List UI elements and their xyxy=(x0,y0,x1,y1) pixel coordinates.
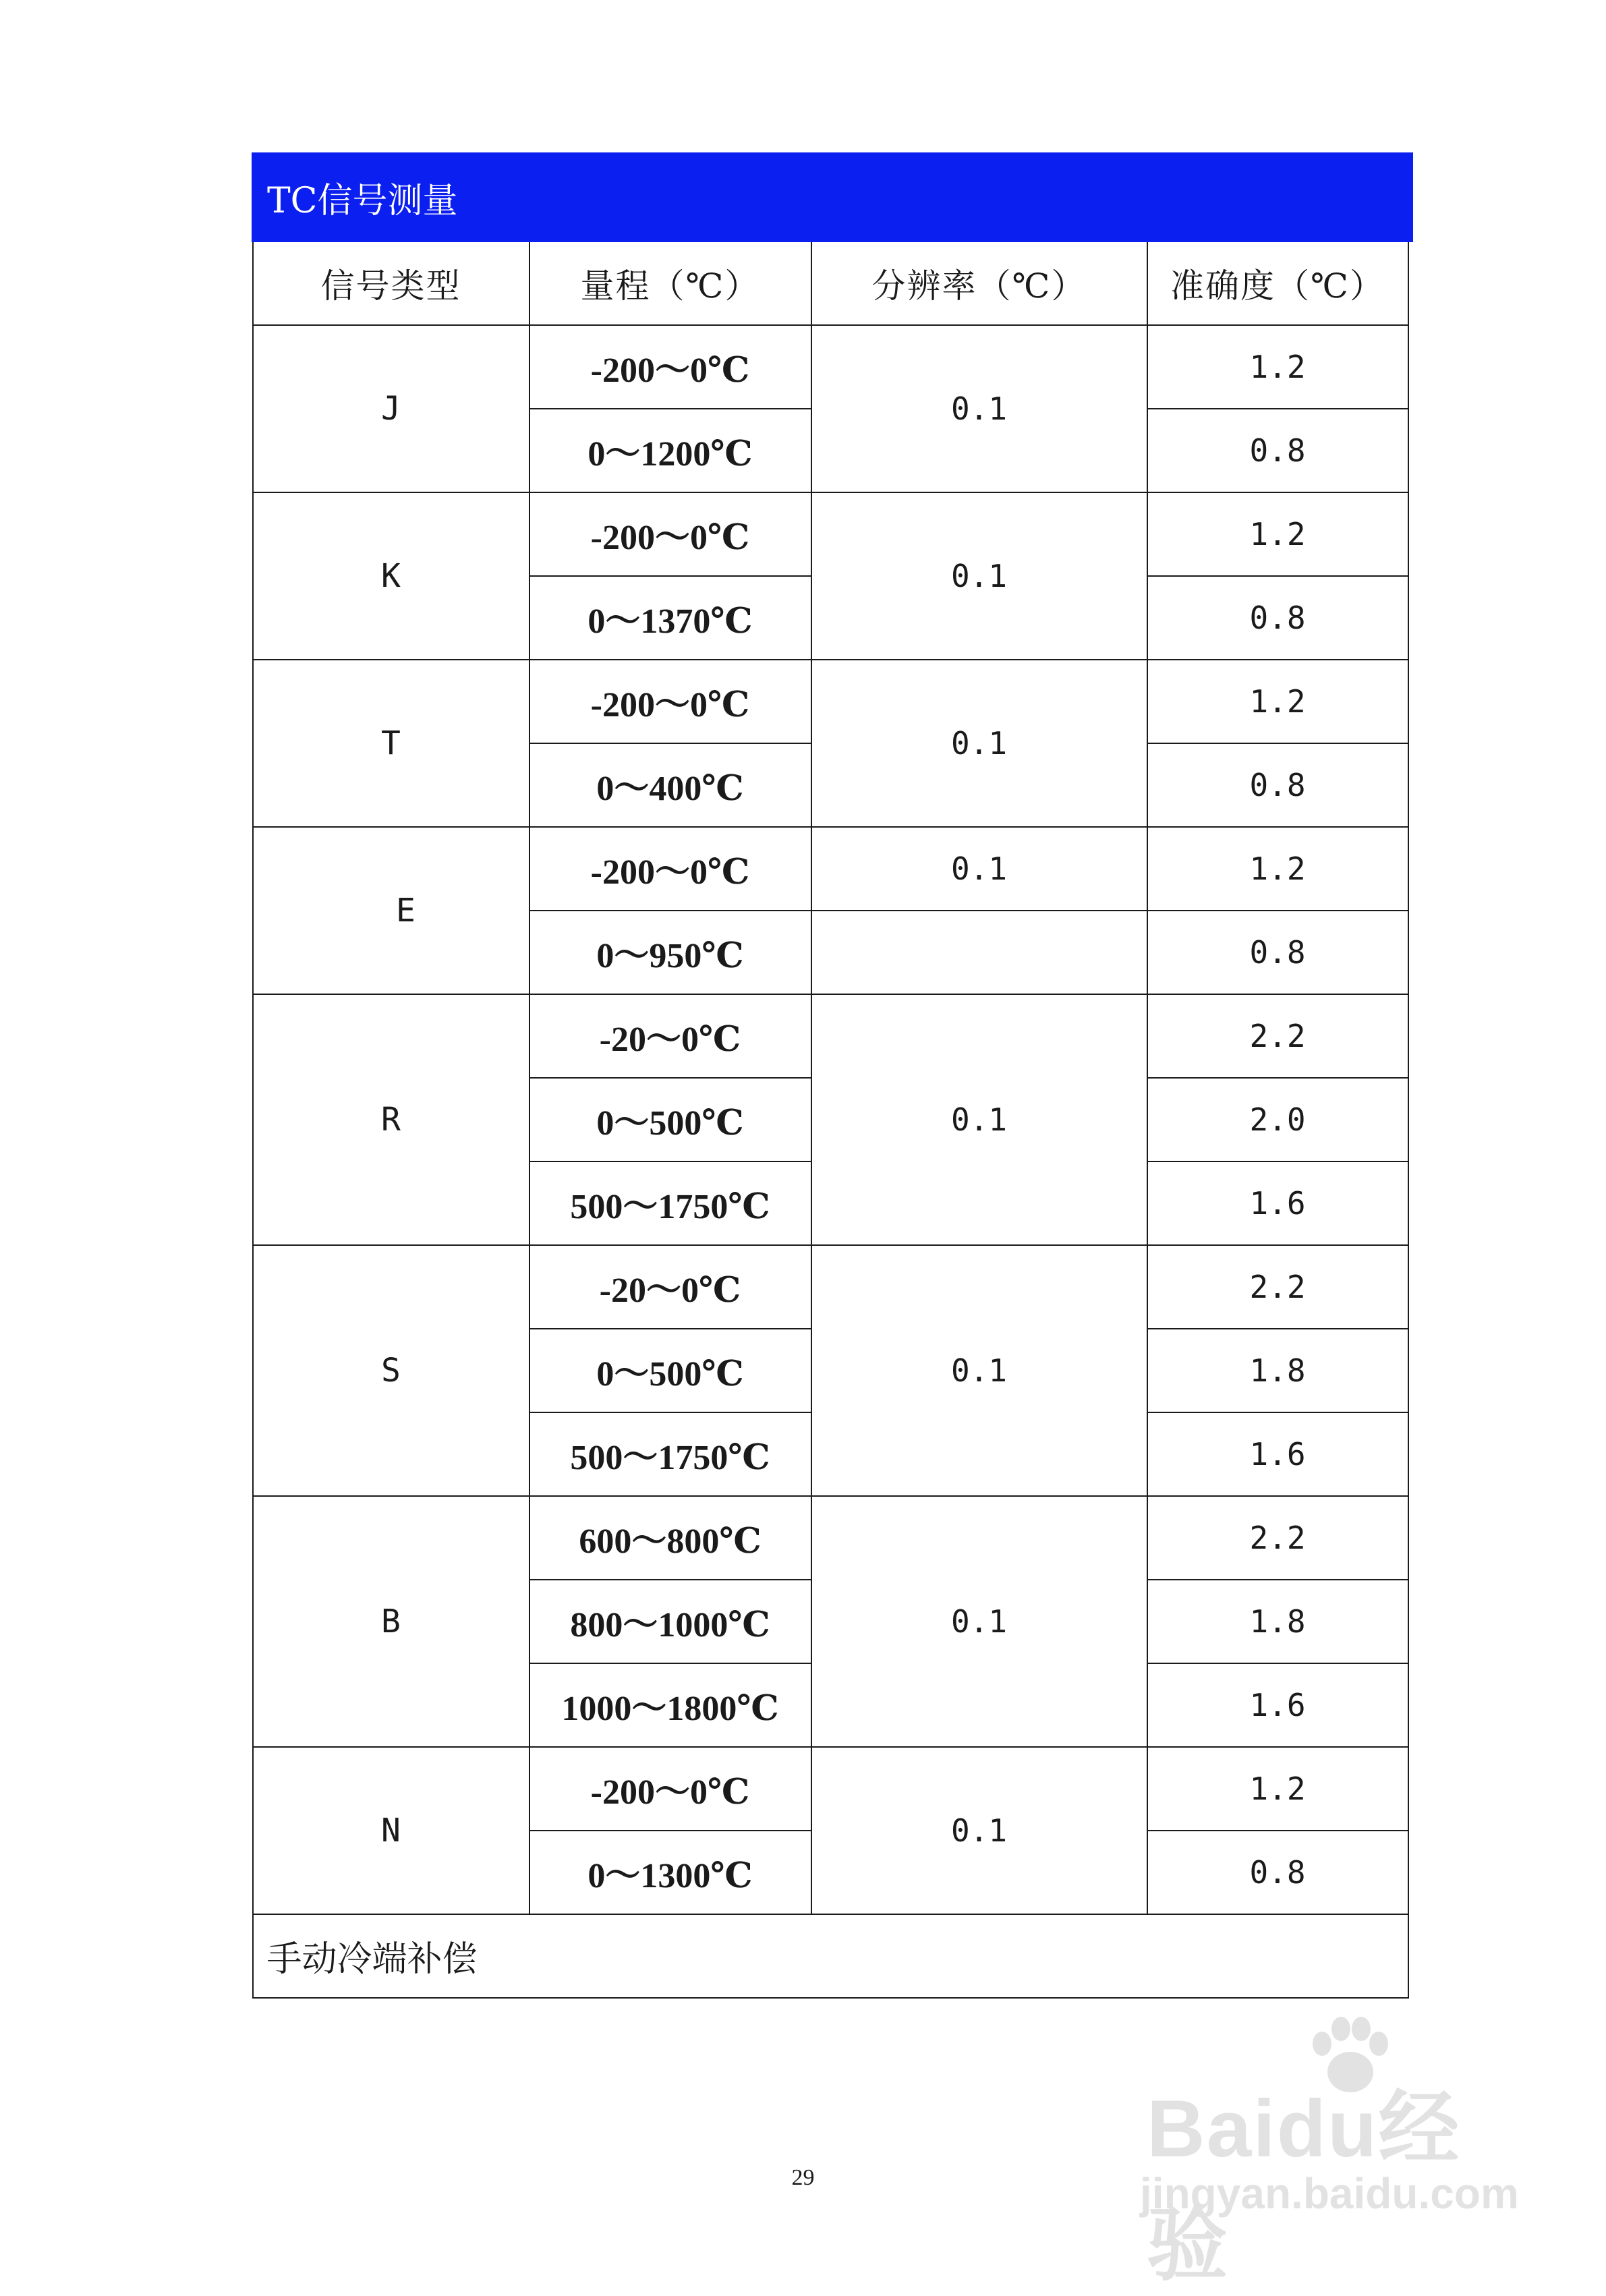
range-cell: -200～0℃ xyxy=(529,492,811,576)
signal-type-cell: E xyxy=(253,827,529,994)
accuracy-cell: 1.2 xyxy=(1147,325,1408,409)
range-cell: 600～800℃ xyxy=(529,1496,811,1580)
header-resolution: 分辨率（℃） xyxy=(811,241,1147,325)
resolution-cell: 0.1 xyxy=(811,994,1147,1245)
table-title: TC信号测量 xyxy=(253,154,1408,241)
resolution-cell: 0.1 xyxy=(811,827,1147,911)
range-cell: 0～1200℃ xyxy=(529,409,811,492)
accuracy-cell: 2.0 xyxy=(1147,1078,1408,1161)
table-row xyxy=(253,1496,1408,1580)
resolution-cell: 0.1 xyxy=(811,1496,1147,1747)
table-header-row xyxy=(253,241,1408,325)
range-cell: -20～0℃ xyxy=(529,994,811,1078)
accuracy-cell: 1.6 xyxy=(1147,1161,1408,1245)
table-row xyxy=(253,492,1408,576)
signal-type-cell: J xyxy=(253,325,529,492)
signal-type-cell: K xyxy=(253,492,529,660)
table-footer: 手动冷端补偿 xyxy=(253,1914,1408,1998)
range-cell: 500～1750℃ xyxy=(529,1161,811,1245)
signal-type-cell: N xyxy=(253,1747,529,1914)
accuracy-cell: 0.8 xyxy=(1147,1831,1408,1914)
table-row xyxy=(253,827,1408,911)
resolution-cell-empty xyxy=(811,911,1147,994)
signal-type-cell: T xyxy=(253,660,529,827)
resolution-cell: 0.1 xyxy=(811,1245,1147,1496)
watermark-url: jingyan.baidu.com xyxy=(1140,2169,1519,2218)
accuracy-cell: 1.6 xyxy=(1147,1663,1408,1747)
accuracy-cell: 1.2 xyxy=(1147,827,1408,911)
table-row xyxy=(253,1245,1408,1329)
page-number: 29 xyxy=(791,2165,815,2190)
range-cell: -20～0℃ xyxy=(529,1245,811,1329)
accuracy-cell: 2.2 xyxy=(1147,1496,1408,1580)
range-cell: 0～1300℃ xyxy=(529,1831,811,1914)
signal-type-cell: R xyxy=(253,994,529,1245)
accuracy-cell: 1.8 xyxy=(1147,1580,1408,1663)
range-cell: 0～500℃ xyxy=(529,1078,811,1161)
header-accuracy: 准确度（℃） xyxy=(1147,241,1408,325)
accuracy-cell: 0.8 xyxy=(1147,409,1408,492)
header-range: 量程（℃） xyxy=(529,241,811,325)
range-cell: -200～0℃ xyxy=(529,660,811,743)
table-row xyxy=(253,994,1408,1078)
accuracy-cell: 0.8 xyxy=(1147,576,1408,660)
resolution-cell: 0.1 xyxy=(811,325,1147,492)
range-cell: 0～1370℃ xyxy=(529,576,811,660)
baidu-watermark xyxy=(1133,2024,1519,2290)
table-row xyxy=(253,660,1408,743)
table-row xyxy=(253,1747,1408,1831)
accuracy-cell: 1.8 xyxy=(1147,1329,1408,1412)
range-cell: 0～500℃ xyxy=(529,1329,811,1412)
accuracy-cell: 0.8 xyxy=(1147,743,1408,827)
range-cell: -200～0℃ xyxy=(529,1747,811,1831)
resolution-cell: 0.1 xyxy=(811,492,1147,660)
table-title-row xyxy=(253,154,1408,241)
accuracy-cell: 1.6 xyxy=(1147,1412,1408,1496)
signal-type-cell: S xyxy=(253,1245,529,1496)
resolution-cell: 0.1 xyxy=(811,1747,1147,1914)
range-cell: 500～1750℃ xyxy=(529,1412,811,1496)
range-cell: 1000～1800℃ xyxy=(529,1663,811,1747)
watermark-logo: Baidu经验 xyxy=(1147,2084,1461,2290)
table-row xyxy=(253,325,1408,409)
header-signal-type: 信号类型 xyxy=(253,241,529,325)
accuracy-cell: 1.2 xyxy=(1147,660,1408,743)
range-cell: -200～0℃ xyxy=(529,827,811,911)
range-cell: -200～0℃ xyxy=(529,325,811,409)
range-cell: 800～1000℃ xyxy=(529,1580,811,1663)
range-cell: 0～400℃ xyxy=(529,743,811,827)
accuracy-cell: 1.2 xyxy=(1147,492,1408,576)
table-footer-row xyxy=(253,1914,1408,1998)
accuracy-cell: 1.2 xyxy=(1147,1747,1408,1831)
resolution-cell: 0.1 xyxy=(811,660,1147,827)
signal-type-cell: B xyxy=(253,1496,529,1747)
accuracy-cell: 2.2 xyxy=(1147,994,1408,1078)
accuracy-cell: 2.2 xyxy=(1147,1245,1408,1329)
accuracy-cell: 0.8 xyxy=(1147,911,1408,994)
range-cell: 0～950℃ xyxy=(529,911,811,994)
tc-measurement-table xyxy=(252,152,1413,1999)
